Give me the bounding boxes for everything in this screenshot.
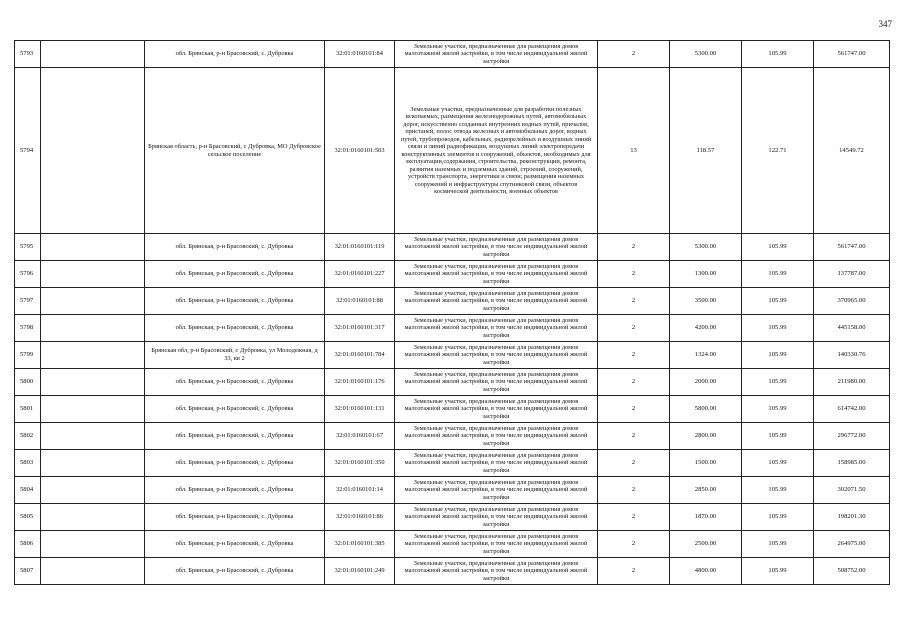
cell-cadastral-number: 32:01:0160101:14 <box>325 477 395 504</box>
cell-group: 2 <box>598 315 670 342</box>
cell-land-use: Земельные участки, предназначенные для размещения домов малоэтажной жилой застройки, в том числе индивидуальной жилой застройки <box>395 504 598 531</box>
cell-area: 2800.00 <box>670 423 742 450</box>
cell-address: Брянская обл, р-н Брасовский, с Дубровка, ул Молодежная, д 33, кв 2 <box>145 342 325 369</box>
cell-cadastral-number: 32:01:0160101:67 <box>325 423 395 450</box>
cell-address: обл. Брянская, р-н Брасовский, с. Дубровка <box>145 531 325 558</box>
cell-cadastral-value: 140330.76 <box>814 342 890 369</box>
cell-cadastral-value: 296772.00 <box>814 423 890 450</box>
cell-number: 5797 <box>15 288 41 315</box>
page-number: 347 <box>878 19 892 29</box>
cell-number: 5803 <box>15 450 41 477</box>
cell-cadastral-value: 508752.00 <box>814 558 890 585</box>
cell-specific-value: 105.99 <box>742 450 814 477</box>
cell-group: 13 <box>598 68 670 234</box>
cell-spacer <box>41 477 145 504</box>
cell-number: 5795 <box>15 234 41 261</box>
cell-number: 5804 <box>15 477 41 504</box>
cell-group: 2 <box>598 531 670 558</box>
cell-cadastral-number: 32:01:0160101:317 <box>325 315 395 342</box>
cell-specific-value: 105.99 <box>742 41 814 68</box>
cell-group: 2 <box>598 504 670 531</box>
cell-cadastral-number: 32:01:0160101:385 <box>325 531 395 558</box>
cell-address: обл. Брянская, р-н Брасовский, с. Дубровка <box>145 450 325 477</box>
cell-cadastral-value: 137787.00 <box>814 261 890 288</box>
cell-cadastral-number: 32:01:0160101:350 <box>325 450 395 477</box>
cell-land-use: Земельные участки, предназначенные для размещения домов малоэтажной жилой застройки, в том числе индивидуальной жилой застройки <box>395 315 598 342</box>
cell-area: 2850.00 <box>670 477 742 504</box>
cell-specific-value: 105.99 <box>742 504 814 531</box>
cell-specific-value: 105.99 <box>742 423 814 450</box>
cell-land-use: Земельные участки, предназначенные для размещения домов малоэтажной жилой застройки, в том числе индивидуальной жилой застройки <box>395 342 598 369</box>
table-row <box>15 531 890 558</box>
cell-group: 2 <box>598 342 670 369</box>
cell-land-use: Земельные участки, предназначенные для размещения домов малоэтажной жилой застройки, в том числе индивидуальной жилой застройки <box>395 41 598 68</box>
cell-address: обл. Брянская, р-н Брасовский, с. Дубровка <box>145 41 325 68</box>
table-row <box>15 342 890 369</box>
cell-land-use: Земельные участки, предназначенные для размещения домов малоэтажной жилой застройки, в том числе индивидуальной жилой застройки <box>395 531 598 558</box>
table-row <box>15 234 890 261</box>
cell-specific-value: 105.99 <box>742 477 814 504</box>
cell-group: 2 <box>598 234 670 261</box>
cell-number: 5802 <box>15 423 41 450</box>
cell-cadastral-value: 158985.00 <box>814 450 890 477</box>
cell-number: 5806 <box>15 531 41 558</box>
cell-group: 2 <box>598 558 670 585</box>
cell-specific-value: 105.99 <box>742 234 814 261</box>
table-row <box>15 396 890 423</box>
cell-spacer <box>41 423 145 450</box>
cell-cadastral-value: 561747.00 <box>814 234 890 261</box>
cell-number: 5793 <box>15 41 41 68</box>
cell-cadastral-number: 32:01:0160101:88 <box>325 288 395 315</box>
cell-land-use: Земельные участки, предназначенные для размещения домов малоэтажной жилой застройки, в том числе индивидуальной жилой застройки <box>395 558 598 585</box>
cell-specific-value: 105.99 <box>742 531 814 558</box>
cell-address: обл. Брянская, р-н Брасовский, с. Дубровка <box>145 396 325 423</box>
cell-cadastral-number: 32:01:0160101:503 <box>325 68 395 234</box>
cell-land-use: Земельные участки, предназначенные для размещения домов малоэтажной жилой застройки, в том числе индивидуальной жилой застройки <box>395 477 598 504</box>
cell-land-use: Земельные участки, предназначенные для размещения домов малоэтажной жилой застройки, в том числе индивидуальной жилой застройки <box>395 261 598 288</box>
cell-specific-value: 105.99 <box>742 396 814 423</box>
cell-specific-value: 105.99 <box>742 288 814 315</box>
cell-land-use: Земельные участки, предназначенные для размещения домов малоэтажной жилой застройки, в том числе индивидуальной жилой застройки <box>395 234 598 261</box>
cell-cadastral-number: 32:01:0160101:131 <box>325 396 395 423</box>
cell-area: 4800.00 <box>670 558 742 585</box>
cell-address: обл. Брянская, р-н Брасовский, с. Дубровка <box>145 477 325 504</box>
table-row <box>15 288 890 315</box>
cell-number: 5807 <box>15 558 41 585</box>
cell-land-use: Земельные участки, предназначенные для размещения домов малоэтажной жилой застройки, в том числе индивидуальной жилой застройки <box>395 423 598 450</box>
cell-address: обл. Брянская, р-н Брасовский, с. Дубровка <box>145 288 325 315</box>
cell-specific-value: 122.71 <box>742 68 814 234</box>
cell-address: обл. Брянская, р-н Брасовский, с. Дубровка <box>145 558 325 585</box>
cell-number: 5796 <box>15 261 41 288</box>
cell-cadastral-number: 32:01:0160101:784 <box>325 342 395 369</box>
cell-address: обл. Брянская, р-н Брасовский, с. Дубровка <box>145 234 325 261</box>
cell-land-use: Земельные участки, предназначенные для размещения домов малоэтажной жилой застройки, в том числе индивидуальной жилой застройки <box>395 369 598 396</box>
cell-specific-value: 105.99 <box>742 315 814 342</box>
cell-address: обл. Брянская, р-н Брасовский, с. Дубровка <box>145 369 325 396</box>
cell-area: 1324.00 <box>670 342 742 369</box>
table-row <box>15 41 890 68</box>
table-row <box>15 558 890 585</box>
cell-land-use: Земельные участки, предназначенные для размещения домов малоэтажной жилой застройки, в том числе индивидуальной жилой застройки <box>395 450 598 477</box>
cell-group: 2 <box>598 477 670 504</box>
cell-group: 2 <box>598 396 670 423</box>
cell-number: 5805 <box>15 504 41 531</box>
cell-area: 1500.00 <box>670 450 742 477</box>
cell-group: 2 <box>598 41 670 68</box>
cell-specific-value: 105.99 <box>742 261 814 288</box>
cell-number: 5799 <box>15 342 41 369</box>
table-row <box>15 261 890 288</box>
cadastral-value-table <box>14 40 890 585</box>
cell-number: 5794 <box>15 68 41 234</box>
table-row <box>15 423 890 450</box>
cell-area: 2500.00 <box>670 531 742 558</box>
cell-area: 5800.00 <box>670 396 742 423</box>
table-body <box>15 41 890 585</box>
cell-spacer <box>41 41 145 68</box>
cell-cadastral-value: 370965.00 <box>814 288 890 315</box>
cell-group: 2 <box>598 369 670 396</box>
cell-group: 2 <box>598 450 670 477</box>
cell-land-use: Земельные участки, предназначенные для размещения домов малоэтажной жилой застройки, в том числе индивидуальной жилой застройки <box>395 396 598 423</box>
cell-area: 118.57 <box>670 68 742 234</box>
cell-cadastral-number: 32:01:0160101:119 <box>325 234 395 261</box>
cell-address: обл. Брянская, р-н Брасовский, с. Дубровка <box>145 423 325 450</box>
cell-specific-value: 105.99 <box>742 369 814 396</box>
cell-number: 5801 <box>15 396 41 423</box>
cell-group: 2 <box>598 423 670 450</box>
cell-specific-value: 105.99 <box>742 558 814 585</box>
cell-land-use: Земельные участки, предназначенные для размещения домов малоэтажной жилой застройки, в том числе индивидуальной жилой застройки <box>395 288 598 315</box>
table-row <box>15 68 890 234</box>
cell-spacer <box>41 68 145 234</box>
cell-cadastral-number: 32:01:0160101:84 <box>325 41 395 68</box>
cell-cadastral-value: 198201.30 <box>814 504 890 531</box>
cell-group: 2 <box>598 288 670 315</box>
cell-cadastral-value: 614742.00 <box>814 396 890 423</box>
cell-cadastral-value: 445158.00 <box>814 315 890 342</box>
cell-spacer <box>41 396 145 423</box>
cell-number: 5800 <box>15 369 41 396</box>
cell-spacer <box>41 450 145 477</box>
cell-cadastral-number: 32:01:0160101:176 <box>325 369 395 396</box>
cell-cadastral-number: 32:01:0160101:86 <box>325 504 395 531</box>
cell-cadastral-value: 14549.72 <box>814 68 890 234</box>
cell-cadastral-number: 32:01:0160101:249 <box>325 558 395 585</box>
table-row <box>15 450 890 477</box>
cell-cadastral-value: 561747.00 <box>814 41 890 68</box>
cell-area: 2000.00 <box>670 369 742 396</box>
table-row <box>15 477 890 504</box>
cell-area: 1300.00 <box>670 261 742 288</box>
cell-area: 3500.00 <box>670 288 742 315</box>
cell-area: 5300.00 <box>670 234 742 261</box>
cell-spacer <box>41 369 145 396</box>
cell-cadastral-value: 211980.00 <box>814 369 890 396</box>
cell-cadastral-value: 264975.00 <box>814 531 890 558</box>
cell-address: Брянская область, р-н Брасовский, с Дубровка, МО Дубровское сельское поселение <box>145 68 325 234</box>
cell-spacer <box>41 234 145 261</box>
cell-spacer <box>41 315 145 342</box>
cell-specific-value: 105.99 <box>742 342 814 369</box>
cell-spacer <box>41 342 145 369</box>
cell-spacer <box>41 504 145 531</box>
cell-land-use: Земельные участки, предназначенные для разработки полезных ископаемых, размещения железнодорожных путей, автомобильных дорог, искусственно созданных внутренних водных путей, причалов, пристаней, полос отвода железных и автомобильных дорог, водных путей, трубопроводов, кабельных, радиорелейных и воздушных линий связи и линий радиофикации, воздушных линий электропередачи конструктивных элементов и сооружений, объектов, необходимых для эксплуатации,содержания, строительства, реконструкции, ремонта, развития наземных и подземных зданий, строений, сооружений, устройств транспорта, энергетики и связи; размещения наземных сооружений и инфраструктуры спутниковой связи, объектов космической деятельности, военных объектов <box>395 68 598 234</box>
table-row <box>15 504 890 531</box>
cell-spacer <box>41 531 145 558</box>
cell-spacer <box>41 288 145 315</box>
cell-group: 2 <box>598 261 670 288</box>
cell-spacer <box>41 558 145 585</box>
cell-number: 5798 <box>15 315 41 342</box>
table-row <box>15 315 890 342</box>
cell-address: обл. Брянская, р-н Брасовский, с. Дубровка <box>145 315 325 342</box>
cell-area: 4200.00 <box>670 315 742 342</box>
cell-cadastral-value: 302071.50 <box>814 477 890 504</box>
cell-address: обл. Брянская, р-н Брасовский, с. Дубровка <box>145 504 325 531</box>
cell-spacer <box>41 261 145 288</box>
cell-area: 5300.00 <box>670 41 742 68</box>
cell-area: 1870.00 <box>670 504 742 531</box>
cell-cadastral-number: 32:01:0160101:227 <box>325 261 395 288</box>
table-row <box>15 369 890 396</box>
cell-address: обл. Брянская, р-н Брасовский, с. Дубровка <box>145 261 325 288</box>
